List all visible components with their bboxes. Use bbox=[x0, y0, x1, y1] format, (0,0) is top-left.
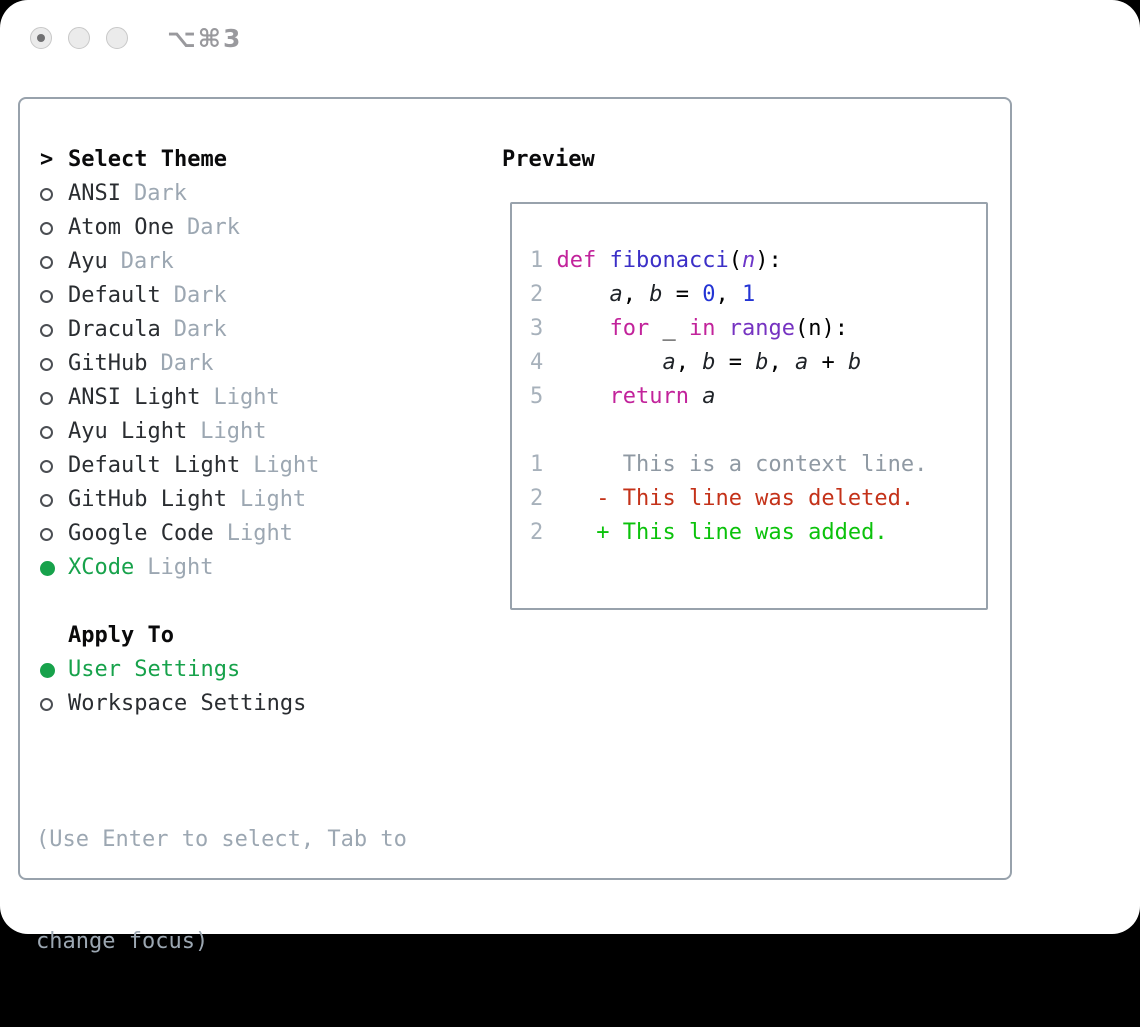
radio-icon bbox=[40, 528, 53, 541]
radio-cell bbox=[40, 256, 68, 269]
theme-option[interactable] bbox=[40, 313, 319, 347]
radio-selected-icon bbox=[40, 663, 55, 678]
line-number: 3 bbox=[530, 316, 557, 341]
cursor-icon: > bbox=[40, 147, 54, 172]
title-bar bbox=[0, 0, 1140, 70]
theme-name: GitHub Light bbox=[68, 487, 227, 512]
window-button[interactable] bbox=[68, 27, 90, 49]
theme-option[interactable] bbox=[40, 415, 319, 449]
diff-marker: - bbox=[596, 486, 623, 511]
line-number: 2 bbox=[530, 520, 544, 545]
code-line: 2 a, b = 0, 1 bbox=[530, 282, 756, 307]
code-line: 4 a, b = b, a + b bbox=[530, 350, 862, 375]
theme-name: Default bbox=[68, 283, 161, 308]
radio-icon bbox=[40, 698, 53, 711]
line-number: 2 bbox=[530, 282, 557, 307]
theme-variant-tag: Dark bbox=[133, 181, 187, 206]
radio-icon bbox=[40, 426, 53, 439]
window-button-active[interactable] bbox=[30, 27, 52, 49]
keyboard-hint bbox=[36, 755, 407, 1027]
theme-variant-tag: Dark bbox=[120, 249, 174, 274]
radio-cell bbox=[40, 426, 68, 439]
code-line: 5 return a bbox=[530, 384, 716, 409]
radio-icon bbox=[40, 324, 53, 337]
radio-cell bbox=[40, 460, 68, 473]
theme-name: Atom One bbox=[68, 215, 174, 240]
theme-list-title: Select Theme bbox=[68, 147, 227, 172]
theme-option[interactable] bbox=[40, 483, 319, 517]
theme-name: Default Light bbox=[68, 453, 241, 478]
radio-icon bbox=[40, 494, 53, 507]
keyboard-hint-line2: change focus) bbox=[36, 929, 209, 954]
theme-name: ANSI bbox=[68, 181, 121, 206]
theme-variant-tag: Dark bbox=[173, 317, 227, 342]
radio-icon bbox=[40, 256, 53, 269]
theme-variant-tag: Light bbox=[226, 521, 293, 546]
theme-name: Ayu bbox=[68, 249, 108, 274]
radio-selected-icon bbox=[40, 561, 55, 576]
theme-option[interactable] bbox=[40, 551, 319, 585]
radio-cell bbox=[40, 222, 68, 235]
theme-variant-tag: Light bbox=[239, 487, 307, 512]
diff-preview bbox=[530, 448, 927, 550]
theme-name: Dracula bbox=[68, 317, 161, 342]
apply-to-title: Apply To bbox=[68, 623, 174, 648]
radio-cell bbox=[40, 528, 68, 541]
code-line: 1 def fibonacci(n): bbox=[530, 248, 782, 273]
theme-variant-tag: Dark bbox=[160, 351, 214, 376]
theme-variant-tag: Light bbox=[213, 385, 280, 410]
radio-cell bbox=[40, 494, 68, 507]
radio-icon bbox=[40, 290, 53, 303]
theme-name: Google Code bbox=[68, 521, 214, 546]
diff-marker bbox=[596, 452, 623, 477]
radio-icon bbox=[40, 460, 53, 473]
radio-cell bbox=[40, 561, 68, 576]
theme-selector-panel bbox=[18, 97, 1012, 954]
radio-cell bbox=[40, 392, 68, 405]
theme-option[interactable] bbox=[40, 517, 319, 551]
theme-list-header bbox=[40, 143, 319, 177]
radio-icon bbox=[40, 358, 53, 371]
theme-option[interactable] bbox=[40, 245, 319, 279]
theme-name: GitHub bbox=[68, 351, 148, 376]
radio-icon bbox=[40, 222, 53, 235]
diff-marker: + bbox=[596, 520, 623, 545]
diff-line bbox=[530, 448, 927, 482]
line-number: 1 bbox=[530, 452, 544, 477]
theme-variant-tag: Light bbox=[147, 555, 214, 580]
keyboard-hint-line1: (Use Enter to select, Tab to bbox=[36, 827, 407, 852]
diff-text: This is a context line. bbox=[622, 452, 928, 477]
theme-option[interactable] bbox=[40, 279, 319, 313]
theme-option[interactable] bbox=[40, 347, 319, 381]
preview-title: Preview bbox=[502, 147, 595, 172]
line-number: 5 bbox=[530, 384, 557, 409]
theme-variant-tag: Light bbox=[253, 453, 320, 478]
radio-icon bbox=[40, 188, 53, 201]
diff-text: This line was deleted. bbox=[622, 486, 915, 511]
line-number: 4 bbox=[530, 350, 557, 375]
preview-pane bbox=[510, 202, 988, 610]
apply-to-label: Workspace Settings bbox=[68, 691, 307, 716]
theme-name: ANSI Light bbox=[68, 385, 201, 410]
apply-to-option[interactable] bbox=[40, 687, 306, 721]
theme-option[interactable] bbox=[40, 177, 319, 211]
code-preview bbox=[530, 244, 861, 414]
radio-cell bbox=[40, 188, 68, 201]
diff-line bbox=[530, 516, 927, 550]
theme-name: XCode bbox=[68, 555, 135, 580]
radio-cell bbox=[40, 698, 68, 711]
apply-to-label: User Settings bbox=[68, 657, 241, 682]
window-shortcut-label: ⌥⌘3 bbox=[167, 24, 243, 53]
theme-option[interactable] bbox=[40, 211, 319, 245]
diff-text: This line was added. bbox=[622, 520, 888, 545]
line-number: 2 bbox=[530, 486, 544, 511]
theme-list bbox=[40, 143, 319, 585]
apply-to-header bbox=[40, 619, 306, 653]
traffic-lights bbox=[30, 27, 128, 49]
theme-variant-tag: Dark bbox=[186, 215, 240, 240]
code-line: 3 for _ in range(n): bbox=[530, 316, 848, 341]
window-button[interactable] bbox=[106, 27, 128, 49]
line-number: 1 bbox=[530, 248, 557, 273]
radio-icon bbox=[40, 392, 53, 405]
theme-option[interactable] bbox=[40, 449, 319, 483]
theme-variant-tag: Dark bbox=[173, 283, 227, 308]
theme-name: Ayu Light bbox=[68, 419, 188, 444]
active-dot-icon bbox=[37, 34, 45, 42]
theme-option[interactable] bbox=[40, 381, 319, 415]
apply-to-option[interactable] bbox=[40, 653, 306, 687]
radio-cell bbox=[40, 290, 68, 303]
diff-line bbox=[530, 482, 927, 516]
theme-variant-tag: Light bbox=[200, 419, 267, 444]
apply-to-section bbox=[40, 619, 306, 721]
radio-cell bbox=[40, 663, 68, 678]
radio-cell bbox=[40, 358, 68, 371]
radio-cell bbox=[40, 324, 68, 337]
